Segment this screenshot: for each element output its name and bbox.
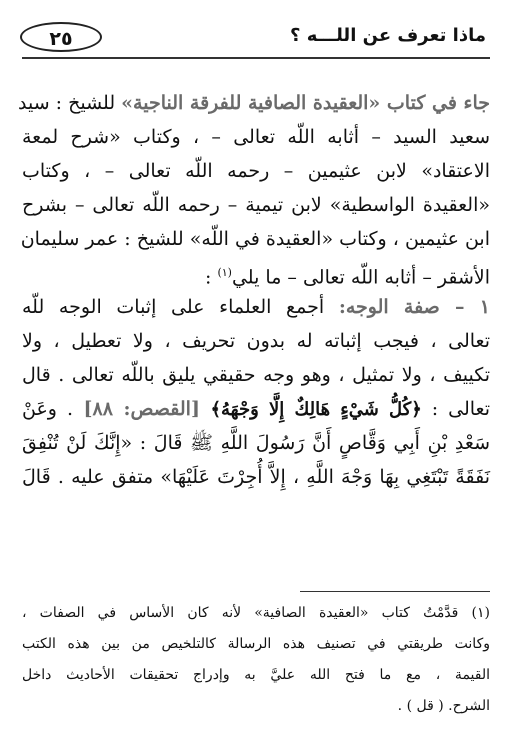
text-line-6-text: الأشقر – أثابه اللّه تعالى – ما يلي (231, 266, 490, 289)
text-line-7-rest: أجمع العلماء على إثبات الوجه للّه (22, 296, 339, 318)
text-line-10-pre: تعالى : (421, 398, 490, 420)
page-header (0, 0, 514, 62)
quran-verse: ﴿كُلُّ شَيْءٍ هَالِكٌ إِلَّا وَجْهَهُ﴾ (210, 399, 422, 420)
page-number: ٢٥ (49, 28, 73, 50)
running-title: ماذا تعرف عن اللـــه ؟ (290, 25, 486, 46)
footnote-rule (300, 591, 490, 592)
page-number-frame (20, 22, 102, 52)
footnotes (22, 598, 490, 722)
text-line-3: الاعتقاد» لابن عثيمين – رحمه اللّه تعالى – ، وكتاب (22, 160, 490, 182)
text-line-6 (22, 256, 490, 290)
verse-source: [القصص: ٨٨] (72, 398, 211, 420)
text-line-5: ابن عثيمين ، وكتاب «العقيدة في اللّه» للشيخ : عمر سليمان (20, 228, 490, 250)
footnote-line-4: الشرح. ( قل ) . (397, 698, 490, 714)
footnote-line-3: القيمة ، مع ما فتح الله عليَّ به وإدراج تحقيقات الأحاديث داخل (22, 667, 490, 683)
footnote-ref: (١) (217, 266, 232, 279)
section-heading-face: ١ – صفة الوجه: (338, 296, 491, 318)
text-line-7 (22, 290, 490, 324)
text-line-10-post: . وعَنْ (22, 398, 73, 420)
text-line-4: «العقيدة الواسطية» لابن تيمية – رحمه اللّه تعالى – بشرح (22, 194, 490, 216)
header-rule (22, 57, 490, 59)
hadith-line-2: نَفَقَةً تَبْتَغِي بِهَا وَجْهَ اللَّهِ ، إِلاَّ أُجِرْتَ عَلَيْهَا» متفق عليه . قَالَ (22, 466, 490, 488)
text-line-10 (22, 392, 490, 426)
text-line-8: تعالى ، فيجب إثباته له بدون تحريف ، ولا تعطيل ، ولا (22, 330, 490, 352)
text-line-1-rest: للشيخ : سيد (17, 92, 122, 114)
section-lead-in: جاء في كتاب «العقيدة الصافية للفرقة الناجية» (121, 92, 490, 114)
text-line-2: سعيد السيد – أثابه اللّه تعالى – ، وكتاب «شرح لمعة (22, 126, 490, 148)
footnote-line-1: (١) قدَّمْتُ كتاب «العقيدة الصافية» لأنه كان الأساس في الصفات ، (22, 605, 490, 621)
text-line-6-end: : (205, 266, 218, 289)
footnote-line-2: وكانت طريقتي في تصنيف هذه الرسالة كالتلخيص من بين هذه الكتب (22, 636, 490, 652)
text-line-1 (17, 86, 490, 120)
main-text (17, 86, 491, 494)
hadith-line-1: سَعْدِ بْنِ أَبِي وَقَّاصٍ أَنَّ رَسُولَ اللَّهِ ﷺ قَالَ : «إِنَّكَ لَنْ تُنْفِقَ (22, 432, 490, 454)
text-line-9: تكييف ، ولا تمثيل ، وهو وجه حقيقي يليق باللّه تعالى . قال (22, 364, 490, 386)
